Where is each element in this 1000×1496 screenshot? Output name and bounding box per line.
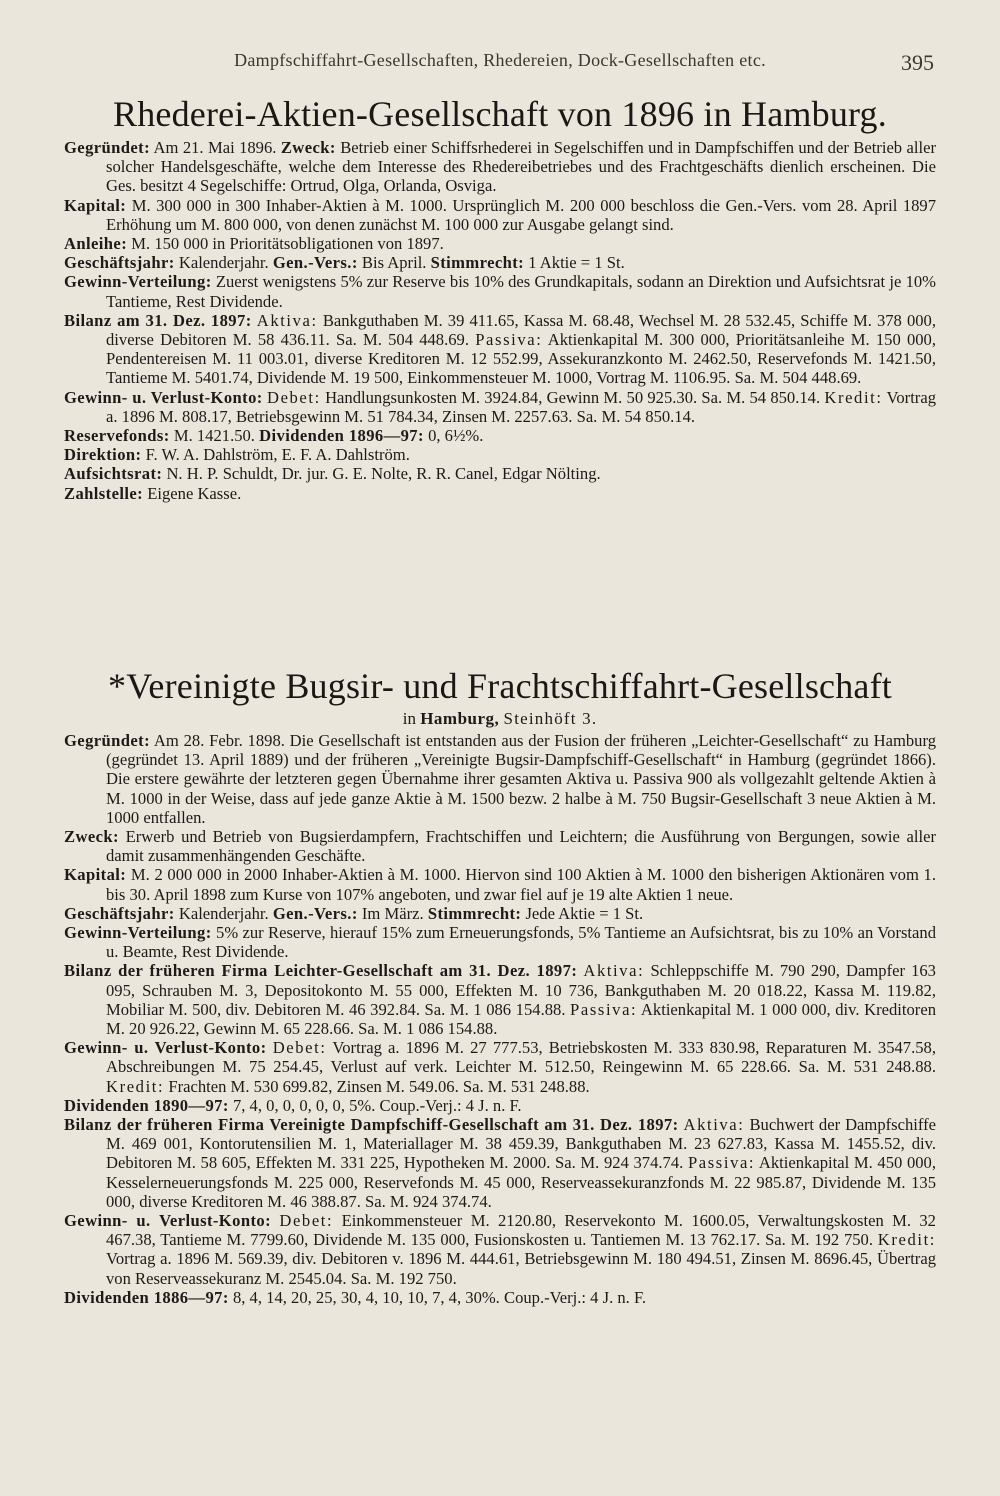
field-label: Dividenden 1896—97:: [259, 426, 424, 446]
profit-loss-entry: [64, 1038, 936, 1096]
field-label: Bilanz der früheren Firma Leichter-Gesellschaft am 31. Dez. 1897:: [64, 961, 578, 981]
field-label: Zahlstelle:: [64, 483, 144, 503]
assets-label: Aktiva:: [583, 961, 645, 981]
profit-distribution-entry: [64, 272, 936, 310]
field-text: 0, 6½%.: [428, 426, 484, 446]
field-label: Anleihe:: [64, 234, 128, 254]
purpose-entry: [64, 827, 936, 865]
profit-loss-entry: [64, 1211, 936, 1288]
capital-entry: [64, 865, 936, 903]
running-title: Dampfschiffahrt-Gesellschaften, Rhedereien, Dock-Gesellschaften etc.: [234, 50, 766, 70]
field-text: N. H. P. Schuldt, Dr. jur. G. E. Nolte, R. R. Canel, Edgar Nölting.: [166, 464, 601, 484]
field-text: 7, 4, 0, 0, 0, 0, 0, 5%.: [232, 1095, 376, 1115]
field-text: Einkommensteuer M. 2120.80, Reservekonto M. 1600.05, Verwaltungskosten M. 32 467.38, Tantieme M. 7799.60, Dividende M. 135 000, Fusionskosten u. Tantiemen M. 13 762.17. Sa. M. 192 750.: [106, 1211, 936, 1250]
credit-label: Kredit:: [824, 387, 883, 407]
company-address: [64, 708, 936, 729]
field-text: Betrieb einer Schiffsrhederei in Segelschiffen und in Dampfschiffen und der Betrieb aller solcher Handelsgeschäfte, welche dem Interesse des Rhedereibetriebes und des Frachtgeschäfts dienlich erscheinen. Die Ges. besitzt 4 Segelschiffe: Ortrud, Olga, Orlanda, Osviga.: [106, 138, 936, 196]
page-number: 395: [901, 50, 934, 75]
dividends-entry: [64, 1288, 936, 1307]
field-label: Gewinn-Verteilung:: [64, 272, 212, 292]
field-label: Direktion:: [64, 445, 142, 465]
field-label: Gewinn- u. Verlust-Konto:: [64, 1211, 271, 1231]
field-text: Aktienkapital M. 1 000 000, div. Kreditoren M. 20 926.22, Gewinn M. 65 228.66. Sa. M. 1 086 154.88.: [106, 999, 936, 1039]
company-title: *Vereinigte Bugsir- und Frachtschiffahrt-Gesellschaft: [108, 666, 892, 706]
field-text: Eigene Kasse.: [147, 483, 242, 503]
liabilities-label: Passiva:: [570, 999, 638, 1019]
field-text: Kalenderjahr.: [178, 903, 269, 923]
field-text: Aktienkapital M. 450 000, Kesselerneuerungsfonds M. 225 000, Reservefonds M. 45 000, Reserveassekuranzfonds M. 22 985.87, Dividende M. 135 000, diverse Kreditoren M. 46 388.87. Sa. M. 924 374.74.: [106, 1153, 936, 1211]
field-text: Handlungsunkosten M. 3924.84, Gewinn M. 50 925.30. Sa. M. 54 850.14.: [325, 387, 821, 407]
field-text: M. 2 000 000 in 2000 Inhaber-Aktien à M. 1000. Hiervon sind 100 Aktien à M. 1000 den bisherigen Aktionären vom 1. bis 30. April 1898 zum Kurse von 107% angeboten, und zwar fiel auf je 19 alte Aktien 1 neue.: [106, 865, 936, 904]
field-text: Buchwert der Dampfschiffe M. 469 001, Kontorutensilien M. 1, Materiallager M. 38 459.39, Bankguthaben M. 23 627.83, Kassa M. 1455.52, div. Debitoren M. 58 605, Effekten M. 331 225, Hypotheken M. 2000. Sa. M. 924 374.74.: [106, 1115, 936, 1173]
liabilities-label: Passiva:: [687, 1153, 756, 1173]
field-label: Kapital:: [64, 865, 127, 885]
field-label: Aufsichtsrat:: [64, 464, 163, 484]
field-text: F. W. A. Dahlström, E. F. A. Dahlström.: [145, 445, 410, 465]
profit-loss-entry: [64, 388, 936, 426]
field-text: Coup.-Verj.: 4 J. n. F.: [379, 1095, 522, 1115]
field-text: Im März.: [361, 903, 424, 923]
capital-entry: [64, 196, 936, 234]
field-text: Am 21. Mai 1896.: [153, 138, 277, 157]
field-text: Schleppschiffe M. 790 290, Dampfer 163 095, Schrauben M. 3, Depositokonto M. 55 000, Effekten M. 10 736, Bankguthaben M. 20 018.22, Kassa M. 119.82, Mobiliar M. 500, div. Debitoren M. 46 392.84. Sa. M. 1 086 154.88.: [106, 961, 936, 1019]
paying-office-entry: [64, 484, 936, 503]
field-text: Erwerb und Betrieb von Bugsierdampfern, Frachtschiffen und Leichtern; die Ausführung von Bergungen, sowie aller damit zusammenhängenden Geschäfte.: [106, 827, 936, 866]
balance-entry: [64, 961, 936, 1038]
field-text: Zuerst wenigstens 5% zur Reserve bis 10% des Grundkapitals, sodann an Direktion und Aufsichtsrat je 10% Tantieme, Rest Dividende.: [106, 272, 936, 311]
field-label: Bilanz der früheren Firma Vereinigte Dampfschiff-Gesellschaft am 31. Dez. 1897:: [64, 1115, 679, 1135]
field-label: Zweck:: [280, 138, 336, 157]
dividends-entry: [64, 1096, 936, 1115]
liabilities-label: Passiva:: [475, 330, 543, 350]
field-label: Geschäftsjahr:: [64, 903, 175, 923]
company-entry-rhederei: [64, 92, 936, 503]
field-text: Kalenderjahr.: [178, 253, 269, 273]
field-text: M. 150 000 in Prioritätsobligationen von 1897.: [131, 234, 444, 254]
address-city: Hamburg,: [420, 709, 500, 728]
field-label: Gegründet:: [64, 138, 151, 157]
credit-label: Kredit:: [877, 1230, 936, 1250]
reserve-entry: [64, 426, 936, 445]
field-text: Vortrag a. 1896 M. 27 777.53, Betriebskosten M. 333 830.98, Reparaturen M. 3547.58, Abschreibungen M. 75 254.45, Verlust auf verk. Leichter M. 512.50, Reingewinn M. 65 228.66. Sa. M. 531 248.88.: [106, 1038, 936, 1077]
field-text: M. 1421.50.: [173, 426, 255, 446]
address-street: Steinhöft 3.: [503, 709, 598, 728]
field-label: Zweck:: [64, 827, 119, 847]
field-text: Bankguthaben M. 39 411.65, Kassa M. 68.48, Wechsel M. 28 532.45, Schiffe M. 378 000, diverse Debitoren M. 58 436.11. Sa. M. 504 448.69.: [106, 310, 936, 350]
field-label: Stimmrecht:: [427, 903, 522, 923]
field-text: 8, 4, 14, 20, 25, 30, 4, 10, 10, 7, 4, 30%.: [232, 1287, 500, 1307]
field-text: Frachten M. 530 699.82, Zinsen M. 549.06. Sa. M. 531 248.88.: [168, 1076, 590, 1096]
field-text: M. 300 000 in 300 Inhaber-Aktien à M. 1000. Ursprünglich M. 200 000 beschloss die Gen.-Vers. vom 28. April 1897 Erhöhung um M. 800 000, von denen zunächst M. 100 000 zur Ausgabe gelangt sind.: [106, 195, 937, 234]
field-label: Bilanz am 31. Dez. 1897:: [64, 310, 252, 330]
field-label: Gewinn-Verteilung:: [64, 923, 212, 943]
field-text: 5% zur Reserve, hierauf 15% zum Erneuerungsfonds, 5% Tantieme an Aufsichtsrat, bis zu 10% an Vorstand u. Beamte, Rest Dividende.: [106, 923, 937, 962]
field-label: Gewinn- u. Verlust-Konto:: [64, 1038, 267, 1058]
field-label: Gen.-Vers.:: [272, 253, 358, 273]
field-label: Dividenden 1890—97:: [64, 1095, 229, 1115]
field-label: Gewinn- u. Verlust-Konto:: [64, 387, 263, 407]
fiscal-year-entry: [64, 253, 936, 272]
field-label: Kapital:: [64, 195, 127, 215]
credit-label: Kredit:: [106, 1076, 165, 1096]
assets-label: Aktiva:: [256, 310, 318, 330]
founded-entry: [64, 731, 936, 827]
field-label: Geschäftsjahr:: [64, 253, 175, 273]
company-entry-bugsir: [64, 664, 936, 1307]
field-text: Coup.-Verj.: 4 J. n. F.: [504, 1287, 647, 1307]
fiscal-year-entry: [64, 904, 936, 923]
debit-label: Debet:: [272, 1038, 327, 1058]
field-text: Bis April.: [361, 253, 427, 273]
company-title: Rhederei-Aktien-Gesellschaft von 1896 in Hamburg.: [113, 94, 887, 134]
field-text: Aktienkapital M. 300 000, Prioritätsanleihe M. 150 000, Pendentereisen M. 11 003.01, diverse Kreditoren M. 12 552.99, Assekuranzkonto M. 2462.50, Reservefonds M. 1421.50, Tantieme M. 5401.74, Dividende M. 19 500, Einkommensteuer M. 1000, Vortrag M. 1106.95. Sa. M. 504 448.69.: [106, 330, 936, 388]
balance-entry: [64, 1115, 936, 1211]
debit-label: Debet:: [266, 387, 321, 407]
assets-label: Aktiva:: [683, 1115, 745, 1135]
field-label: Reservefonds:: [64, 426, 170, 446]
field-label: Stimmrecht:: [430, 253, 525, 273]
board-entry: [64, 445, 936, 464]
loan-entry: [64, 234, 936, 253]
founded-entry: [64, 138, 936, 196]
field-label: Dividenden 1886—97:: [64, 1287, 229, 1307]
field-text: Vortrag a. 1896 M. 808.17, Betriebsgewinn M. 51 784.34, Zinsen M. 2257.63. Sa. M. 54 850.14.: [106, 387, 936, 426]
field-label: Gen.-Vers.:: [272, 903, 358, 923]
field-label: Gegründet:: [64, 731, 151, 750]
address-prefix: in: [402, 709, 416, 728]
supervisory-entry: [64, 464, 936, 483]
field-text: 1 Aktie = 1 St.: [528, 253, 625, 273]
profit-distribution-entry: [64, 923, 936, 961]
running-header: [64, 50, 936, 76]
debit-label: Debet:: [279, 1211, 334, 1231]
balance-entry: [64, 311, 936, 388]
field-text: Am 28. Febr. 1898. Die Gesellschaft ist entstanden aus der Fusion der früheren „Leichter-Gesellschaft“ zu Hamburg (gegründet 13. April 1889) und der früheren „Vereinigte Bugsir-Dampfschiff-Gesellschaft“ in Hamburg (gegründet 1866). Die erstere gewährte der letzteren gegen Übernahme ihrer gesamten Aktiva u. Passiva 900 als vollgezahlt geltende Aktien à M. 1000 in der Weise, dass auf jede ganze Aktie à M. 1500 bezw. 2 halbe à M. 750 Bugsir-Gesellschaft 3 neue Aktien à M. 1000 entfallen.: [106, 731, 936, 827]
field-text: Vortrag a. 1896 M. 569.39, div. Debitoren v. 1896 M. 444.61, Betriebsgewinn M. 180 494.51, Zinsen M. 8696.45, Übertrag von Reserveassekuranz M. 2545.04. Sa. M. 192 750.: [106, 1249, 936, 1288]
field-text: Jede Aktie = 1 St.: [525, 903, 644, 923]
